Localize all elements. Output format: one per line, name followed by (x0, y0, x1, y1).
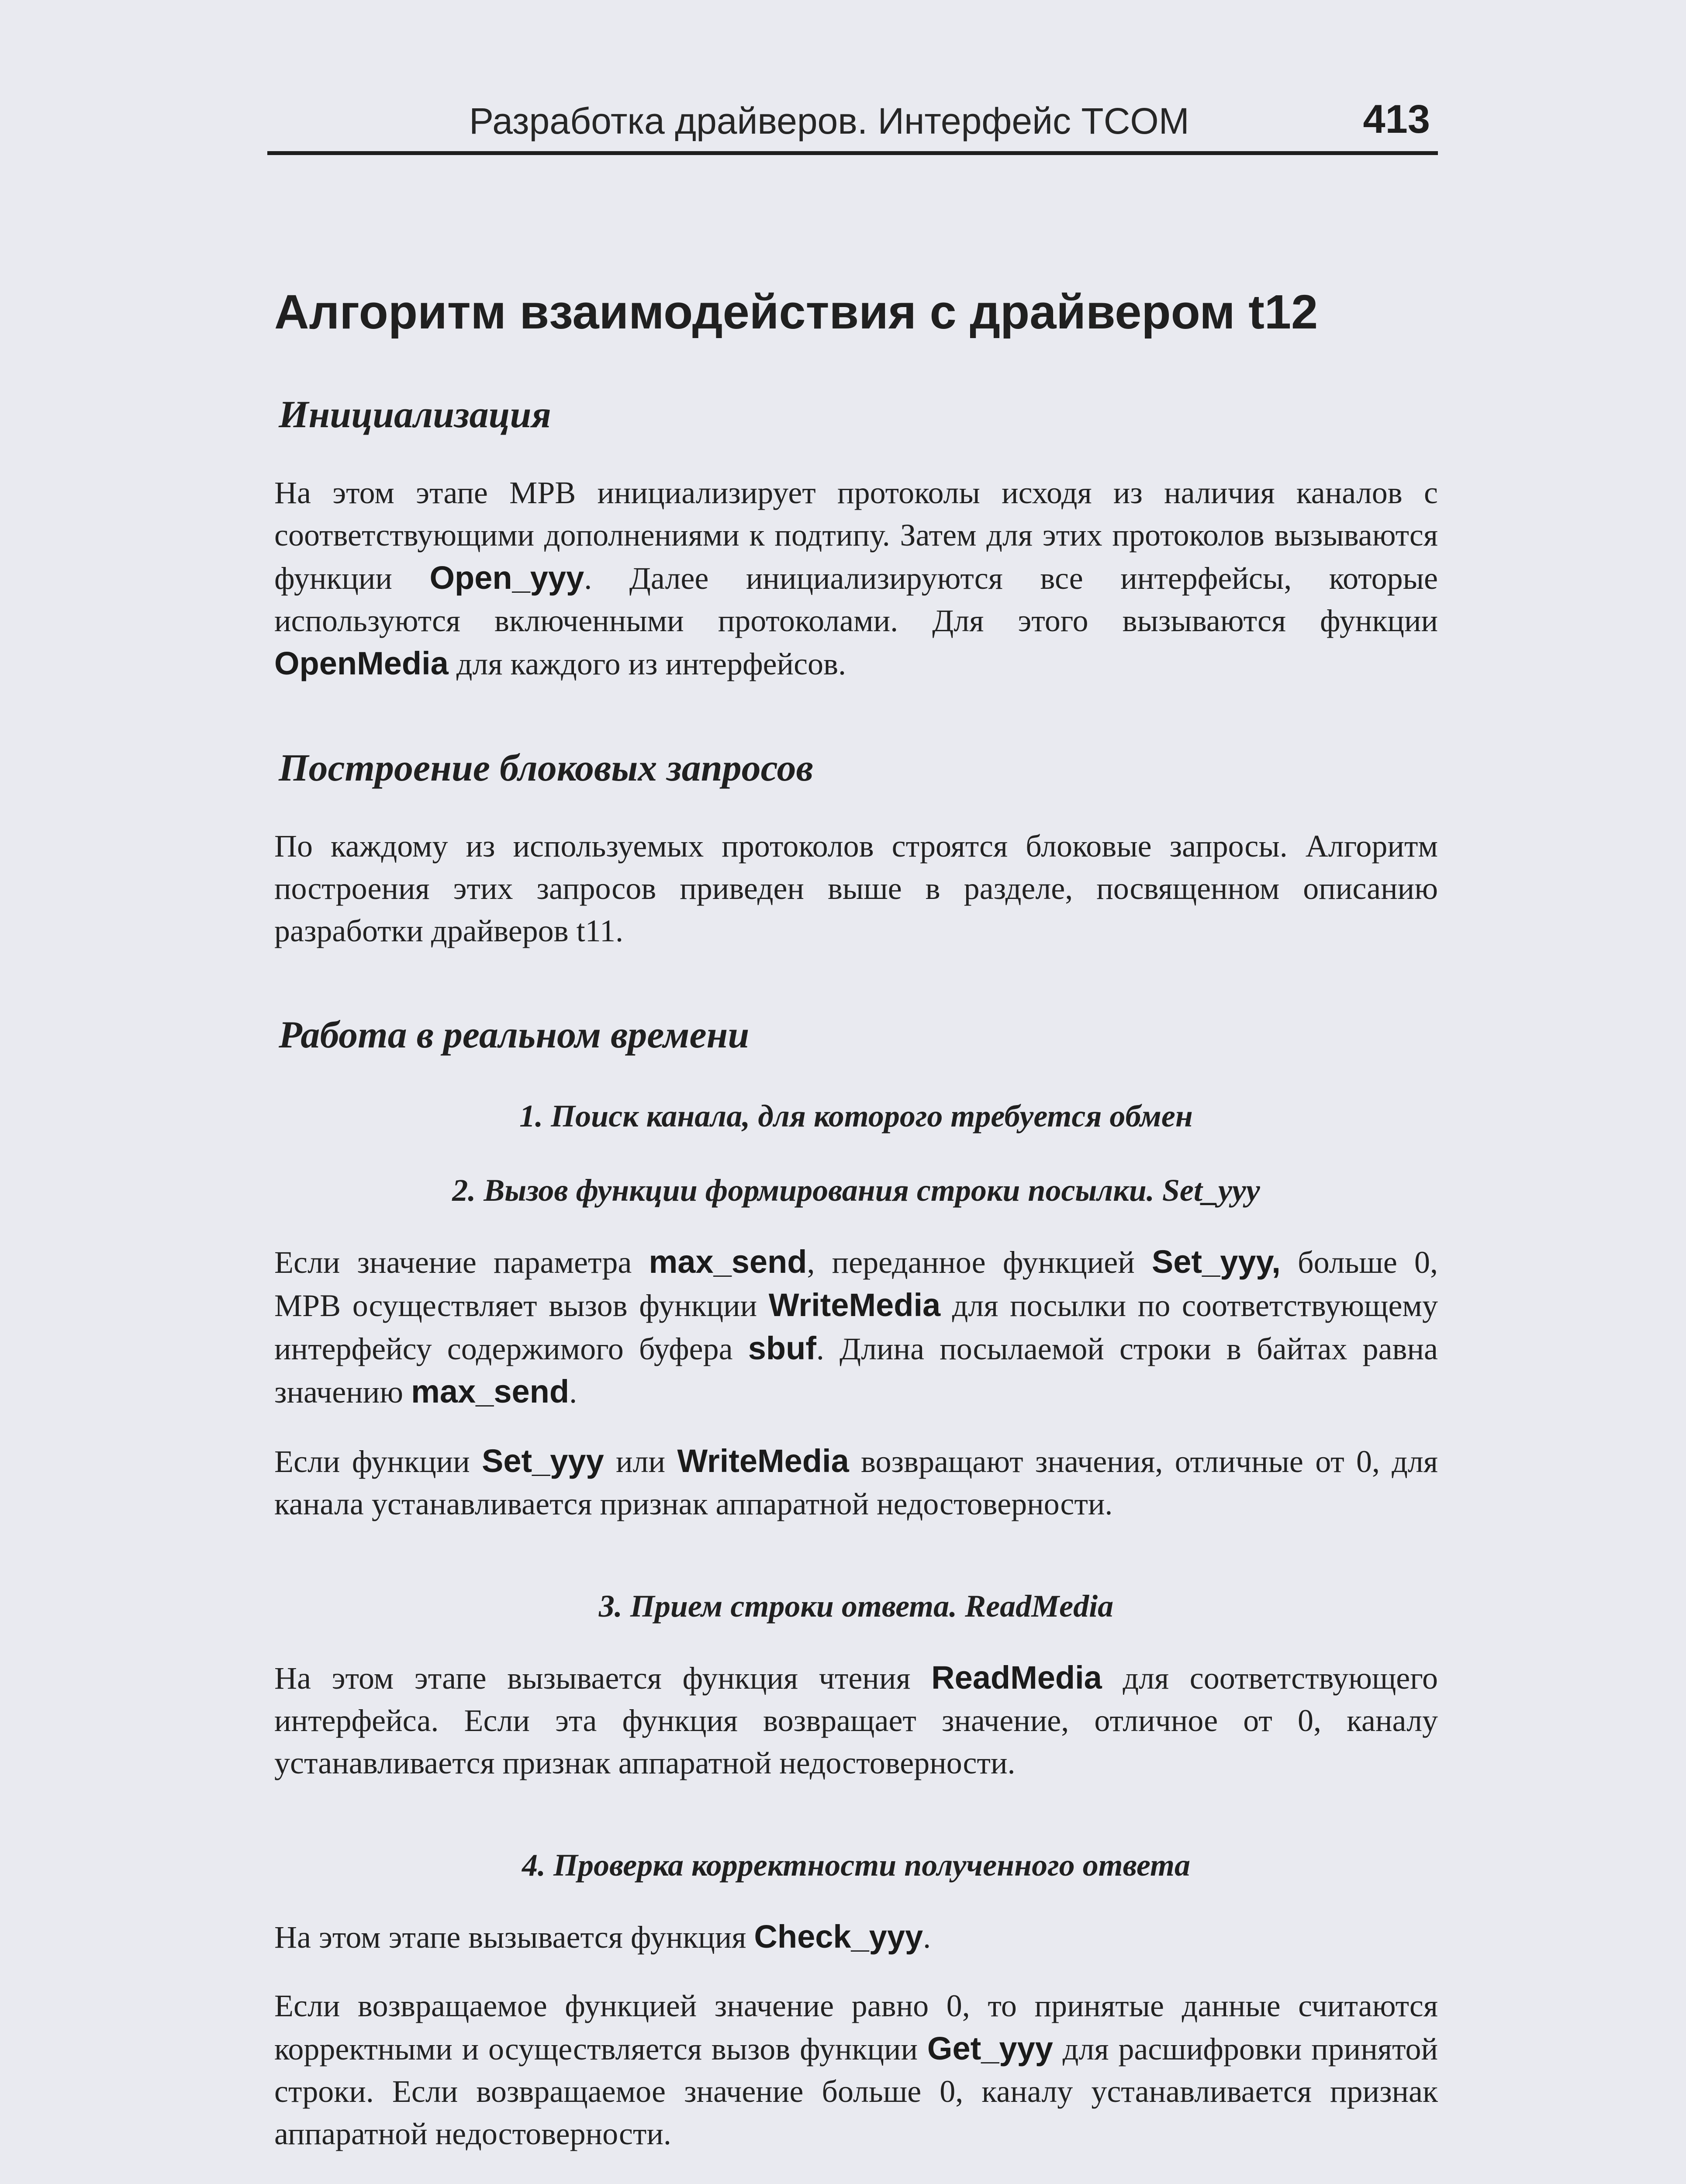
step-heading-3: 3. Прием строки ответа. ReadMedia (598, 1589, 1114, 1624)
text-run: больше 0, МРВ осуществляет вызов функции (274, 1245, 1438, 1323)
text-run: для посылки по соответствующему интерфейсу содержимого буфера (274, 1288, 1438, 1366)
text-run: . Длина посылаемой строки в байтах равна значению (274, 1331, 1438, 1410)
paragraph-step4-1 (274, 1915, 1438, 1959)
code-writemedia: WriteMedia (677, 1443, 849, 1479)
paragraph-step2-1 (274, 1241, 1438, 1413)
code-sbuf: sbuf (748, 1330, 816, 1366)
code-max-send: max_send (649, 1244, 807, 1280)
chapter-title: Алгоритм взаимодействия с драйвером t12 (274, 285, 1318, 339)
text-run: или (604, 1444, 677, 1479)
step-heading-1: 1. Поиск канала, для которого требуется обмен (519, 1099, 1193, 1133)
code-openmedia: OpenMedia (274, 645, 449, 681)
text-run: На этом этапе вызывается функция (274, 1920, 754, 1955)
code-open-yyy: Open_yyy (429, 560, 584, 596)
code-writemedia: WriteMedia (768, 1287, 941, 1323)
text-run: На этом этапе МРВ инициализирует протоколы исходя из наличия каналов с соответствующими дополнениями к подтипу. Затем для этих протоколов вызываются функции (274, 475, 1438, 596)
code-max-send: max_send (411, 1373, 570, 1410)
step-heading-2: 2. Вызов функции формирования строки посылки. Set_yyy (452, 1173, 1260, 1208)
text-run: . (923, 1920, 931, 1955)
section-heading-init: Инициализация (279, 394, 551, 436)
text-run: Если возвращаемое функцией значение равно 0, то принятые данные считаются корректными и осуществляется вызов функции (274, 1988, 1438, 2067)
text-run: для каждого из интерфейсов. (448, 646, 846, 681)
paragraph-block: По каждому из используемых протоколов строятся блоковые запросы. Алгоритм построения этих запросов приведен выше в разделе, посвященном описанию разработки драйверов t11. (274, 829, 1438, 948)
text-run: . Далее инициализируются все интерфейсы, которые используются включенными протоколами. Для этого вызываются функции (274, 561, 1438, 638)
text-run: для соответствующего интерфейса. Если эта функция возвращает значение, отличное от 0, каналу устанавливается признак аппаратной недостоверности. (274, 1661, 1438, 1780)
section-heading-realtime: Работа в реальном времени (279, 1014, 750, 1056)
text-run: Если значение параметра (274, 1245, 649, 1280)
page-header (267, 86, 1438, 155)
page-content (274, 280, 1438, 2181)
code-readmedia: ReadMedia (931, 1659, 1102, 1696)
text-run: для расшифровки принятой строки. Если возвращаемое значение больше 0, каналу устанавливается признак аппаратной недостоверности. (274, 2032, 1438, 2151)
paragraph-step3 (274, 1656, 1438, 1784)
text-run: На этом этапе вызывается функция чтения (274, 1661, 932, 1696)
text-run: возвращают значения, отличные от 0, для канала устанавливается признак аппаратной недостоверности. (274, 1444, 1438, 1521)
step-heading-4: 4. Проверка корректности полученного ответа (522, 1848, 1190, 1883)
paragraph-init (274, 472, 1438, 685)
text-run: , переданное функцией (807, 1245, 1152, 1280)
text-run: . (569, 1375, 577, 1410)
running-title: Разработка драйверов. Интерфейс TCOM (469, 100, 1189, 142)
code-set-yyy: Set_yyy, (1151, 1244, 1281, 1280)
section-heading-block: Построение блоковых запросов (279, 747, 813, 789)
text-run: Если функции (274, 1444, 482, 1479)
paragraph-step2-2 (274, 1440, 1438, 1525)
page-number: 413 (1363, 97, 1430, 142)
code-check-yyy: Check_yyy (754, 1918, 923, 1955)
paragraph-step4-2 (274, 1985, 1438, 2155)
code-set-yyy: Set_yyy (481, 1443, 604, 1479)
code-get-yyy: Get_yyy (927, 2030, 1053, 2067)
